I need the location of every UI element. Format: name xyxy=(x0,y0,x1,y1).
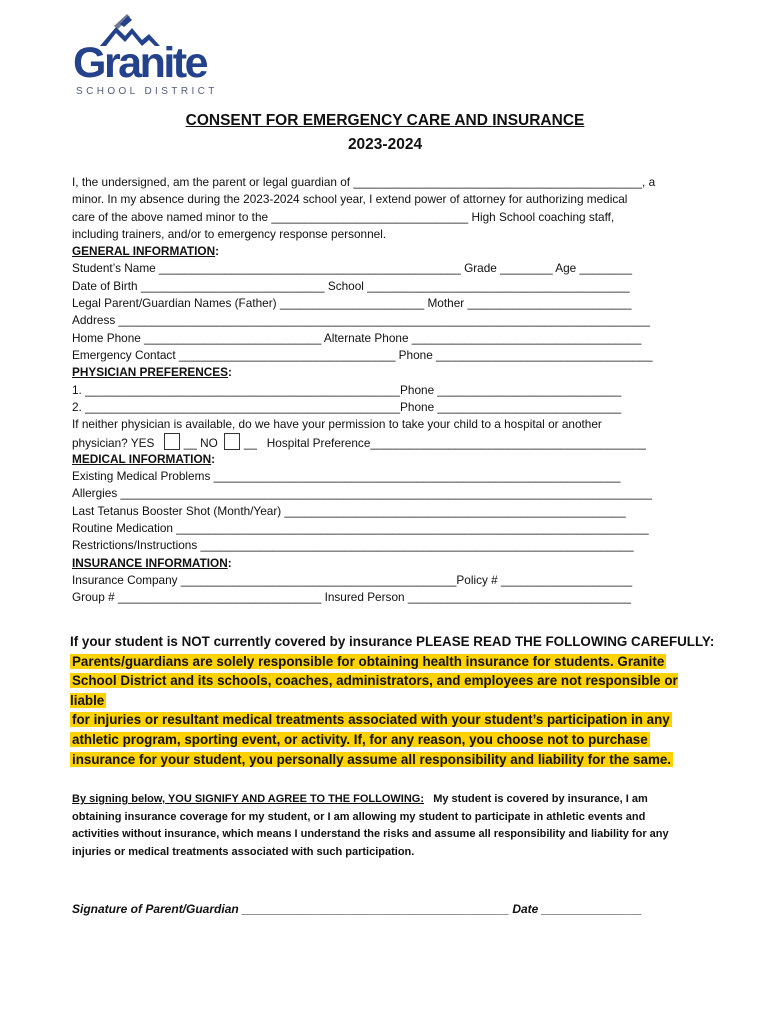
medication-field[interactable]: Routine Medication ________________________________________________________________________ xyxy=(72,520,649,535)
signature-field[interactable]: ________________________________________ xyxy=(242,902,509,916)
insurance-heading: INSURANCE INFORMATION: xyxy=(72,555,232,570)
logo-wordmark: Granite xyxy=(73,39,207,87)
phone-field[interactable]: Home Phone ___________________________ Alternate Phone ___________________________________ xyxy=(72,330,642,345)
page-title: CONSENT FOR EMERGENCY CARE AND INSURANCE xyxy=(185,112,585,129)
page-year: 2023-2024 xyxy=(347,136,423,153)
tetanus-field[interactable]: Last Tetanus Booster Shot (Month/Year) ____________________________________________________ xyxy=(72,503,626,518)
hospital-permission-question: If neither physician is available, do we have your permission to take your child to a hospital or another xyxy=(72,417,602,432)
intro-line: minor. In my absence during the 2023-2024 school year, I extend power of attorney for authorizing medical xyxy=(72,192,628,207)
agreement-paragraph xyxy=(72,791,692,861)
warning-heading: If your student is NOT currently covered by insurance PLEASE READ THE FOLLOWING CAREFULLY: xyxy=(70,634,715,649)
medical-heading: MEDICAL INFORMATION: xyxy=(72,451,216,466)
birth-school-field[interactable]: Date of Birth ____________________________ School ________________________________________ xyxy=(72,278,630,293)
physician-1-field[interactable]: 1. ________________________________________________Phone ____________________________ xyxy=(72,382,622,397)
agreement-lead: By signing below, YOU SIGNIFY AND AGREE TO THE FOLLOWING: xyxy=(72,793,425,805)
address-field[interactable]: Address _________________________________________________________________________________ xyxy=(72,313,650,328)
signature-row xyxy=(72,902,642,916)
physician-heading: PHYSICIAN PREFERENCES: xyxy=(72,365,232,380)
hospital-label: Hospital Preference xyxy=(266,436,371,451)
allergies-field[interactable]: Allergies _________________________________________________________________________________ xyxy=(72,486,652,501)
no-label: NO xyxy=(200,436,218,451)
district-logo xyxy=(70,12,230,97)
signature-label: Signature of Parent/Guardian xyxy=(72,902,239,916)
warning-line: Parents/guardians are solely responsible for obtaining health insurance for students. Granite xyxy=(72,653,665,669)
emergency-contact-field[interactable]: Emergency Contact _________________________________ Phone _________________________________ xyxy=(72,347,653,362)
yes-suffix: __ xyxy=(183,436,197,451)
warning-line: athletic program, sporting event, or activity. If, for any reason, you choose not to purchase xyxy=(72,731,648,747)
agreement-text: My student is covered by insurance, I am obtaining insurance coverage for my student, or I am allowing my student to participate in athletic events and activities without insurance, which means I understand the risks and assume all responsibility and liability for any injuries or medical treatments associated with such participation. xyxy=(72,793,669,858)
date-field[interactable]: _______________ xyxy=(541,902,642,916)
no-checkbox[interactable] xyxy=(224,433,240,450)
warning-text xyxy=(70,652,710,770)
intro-line: I, the undersigned, am the parent or legal guardian of ____________________________________________, a xyxy=(72,175,656,189)
insurance-warning xyxy=(70,632,715,769)
permission-prefix: physician? YES xyxy=(72,436,155,451)
hospital-preference-field[interactable]: __________________________________________ xyxy=(370,436,646,451)
student-name-field[interactable]: Student’s Name ______________________________________________ Grade ________ Age ________ xyxy=(72,261,633,276)
no-suffix: __ xyxy=(243,436,257,451)
yes-checkbox[interactable] xyxy=(164,433,180,450)
general-info-heading: GENERAL INFORMATION: xyxy=(72,244,220,259)
physician-2-field[interactable]: 2. ________________________________________________Phone ____________________________ xyxy=(72,399,622,414)
restrictions-field[interactable]: Restrictions/Instructions __________________________________________________________________ xyxy=(72,538,634,553)
date-label: Date xyxy=(512,902,539,916)
hospital-permission-row xyxy=(72,433,692,450)
warning-line: School District and its schools, coaches, administrators, and employees are not responsible or liable xyxy=(70,673,678,708)
guardian-names-field[interactable]: Legal Parent/Guardian Names (Father) ______________________ Mother _________________________ xyxy=(72,296,632,311)
intro-line: including trainers, and/or to emergency response personnel. xyxy=(72,226,387,241)
intro-line: care of the above named minor to the ______________________________ High School coaching staff, xyxy=(72,209,615,224)
insurance-company-field[interactable]: Insurance Company __________________________________________Policy # ____________________ xyxy=(72,572,633,587)
medical-problems-field[interactable]: Existing Medical Problems ______________________________________________________________ xyxy=(72,469,621,484)
logo-subtitle: SCHOOL DISTRICT xyxy=(76,86,218,97)
warning-line: insurance for your student, you personally assume all responsibility and liability for the same. xyxy=(72,751,672,767)
consent-form xyxy=(72,174,692,606)
group-field[interactable]: Group # _______________________________ Insured Person __________________________________ xyxy=(72,590,631,605)
warning-line: for injuries or resultant medical treatments associated with your student’s participation in any xyxy=(72,712,670,728)
